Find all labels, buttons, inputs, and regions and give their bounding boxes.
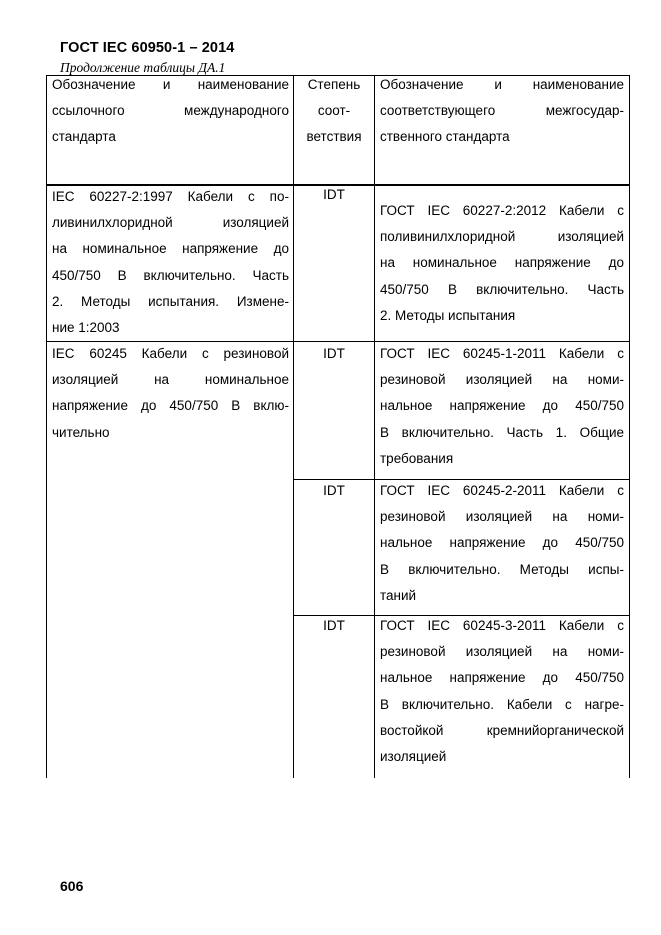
cell-line: ГОСТ IEC 60245-1-2011 Кабели с	[380, 346, 624, 361]
cell-line: поливинилхлоридной изоляцией	[380, 229, 624, 245]
cell-line: ГОСТ IEC 60227-2:2012 Кабели с	[380, 203, 624, 218]
interstate-standard-cell	[380, 613, 624, 770]
cell-line: требования	[380, 450, 454, 466]
degree-cell	[294, 341, 374, 367]
cell-line: 2. Методы испытания	[380, 307, 516, 323]
header-line: ственного стандарта	[380, 129, 510, 145]
cell-line: востойкой кремнийорганической	[380, 722, 624, 738]
cell-line: изоляцией	[380, 748, 447, 764]
cell-line: В включительно. Кабели с нагре-	[380, 696, 624, 712]
table-caption: Продолжение таблицы ДА.1	[60, 60, 226, 75]
page-number: 606	[60, 878, 84, 894]
standards-table	[46, 75, 630, 778]
table-border-right	[629, 75, 630, 778]
cell-line: на номинальное напряжение до	[52, 241, 289, 257]
table-border-left	[46, 75, 47, 778]
cell-line: на номинальное напряжение до	[380, 255, 624, 271]
cell-line: изоляцией на номинальное	[52, 372, 289, 388]
international-standard-cell	[52, 341, 289, 446]
header-line: ветствия	[306, 129, 362, 145]
table-divider-col1	[293, 75, 294, 778]
cell-line: ГОСТ IEC 60245-2-2011 Кабели с	[380, 483, 624, 498]
cell-line: IEC 60227-2:1997 Кабели с по-	[52, 189, 289, 204]
header-degree	[294, 72, 374, 151]
header-international-standard	[52, 72, 289, 151]
interstate-standard-cell	[380, 341, 624, 472]
cell-line: 2. Методы испытания. Измене-	[52, 293, 289, 309]
header-line: соот-	[317, 103, 351, 119]
degree-value: IDT	[323, 618, 345, 633]
cell-line: чительно	[52, 424, 110, 440]
cell-line: ливинилхлоридной изоляцией	[52, 215, 289, 231]
cell-line: резиновой изоляцией на номи-	[380, 644, 624, 660]
degree-cell	[294, 613, 374, 639]
degree-cell	[294, 478, 374, 504]
cell-line: нальное напряжение до 450/750	[380, 670, 624, 686]
header-line: стандарта	[52, 129, 116, 145]
degree-value: IDT	[323, 483, 345, 498]
document-title: ГОСТ IEC 60950-1 – 2014	[60, 40, 235, 56]
cell-line: IEC 60245 Кабели с резиновой	[52, 346, 289, 361]
header-line: Обозначение и наименование	[52, 77, 289, 92]
cell-line: ние 1:2003	[52, 319, 120, 335]
cell-line: нальное напряжение до 450/750	[380, 535, 624, 551]
degree-value: IDT	[323, 187, 345, 202]
cell-line: В включительно. Методы испы-	[380, 561, 624, 577]
header-line: ссылочного международного	[52, 103, 289, 119]
cell-line: резиновой изоляцией на номи-	[380, 372, 624, 388]
cell-line: нальное напряжение до 450/750	[380, 398, 624, 414]
table-divider-col2	[374, 75, 375, 778]
cell-line: напряжение до 450/750 В вклю-	[52, 398, 289, 414]
degree-cell	[294, 182, 374, 208]
cell-line: В включительно. Часть 1. Общие	[380, 424, 624, 440]
interstate-standard-cell	[380, 198, 624, 329]
header-interstate-standard	[380, 72, 624, 151]
interstate-standard-cell	[380, 478, 624, 609]
international-standard-cell	[52, 184, 289, 341]
cell-line: резиновой изоляцией на номи-	[380, 509, 624, 525]
degree-value: IDT	[323, 346, 345, 361]
cell-line: 450/750 В включительно. Часть	[380, 281, 624, 297]
cell-line: таний	[380, 587, 417, 603]
cell-line: 450/750 В включительно. Часть	[52, 267, 289, 283]
header-line: соответствующего межгосудар-	[380, 103, 624, 119]
header-line: Обозначение и наименование	[380, 77, 624, 92]
header-line: Степень	[307, 77, 361, 92]
cell-line: ГОСТ IEC 60245-3-2011 Кабели с	[380, 618, 624, 633]
